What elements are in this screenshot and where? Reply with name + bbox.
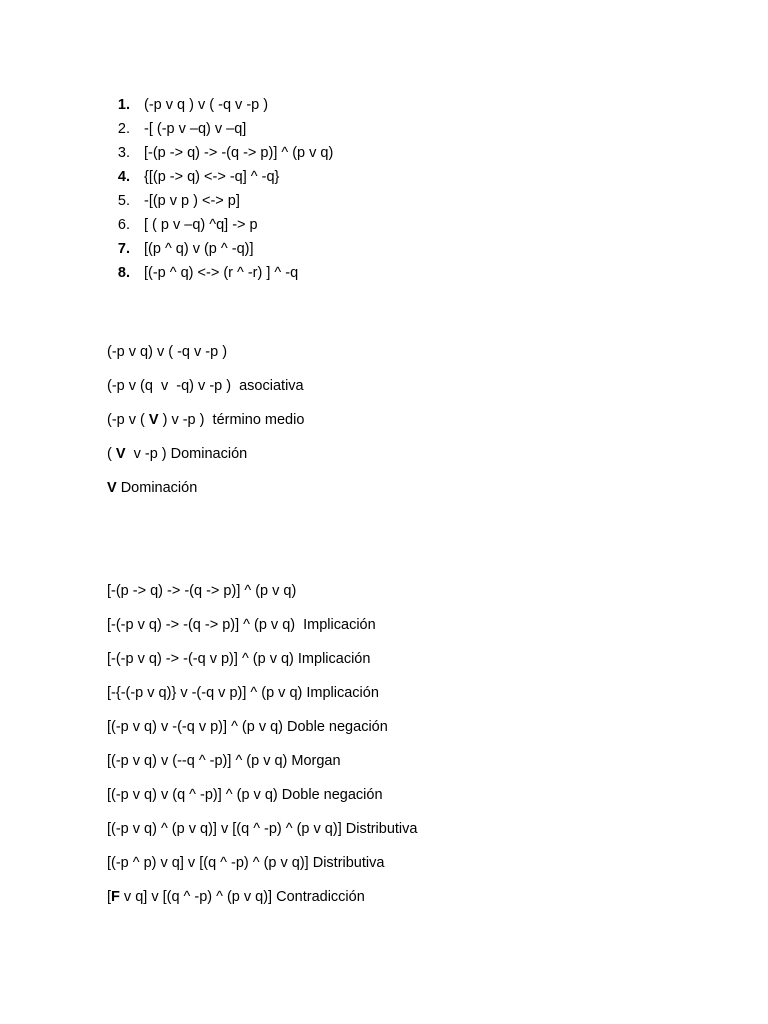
item-text: [-(p -> q) -> -(q -> p)] ^ (p v q): [144, 145, 334, 161]
solution-line: [(-p ^ p) v q] v [(q ^ -p) ^ (p v q)] Distributiva: [107, 855, 385, 871]
solution-line: [107, 478, 304, 512]
line-text: v -p ) Dominación: [125, 446, 248, 462]
item-text: {[(p -> q) <-> -q] ^ -q}: [144, 169, 280, 185]
list-item: [106, 189, 333, 213]
item-text: [ ( p v –q) ^q] -> p: [144, 217, 258, 233]
item-number: 7.: [117, 241, 130, 257]
item-number: 4.: [117, 169, 130, 185]
truth-value: V: [115, 446, 126, 462]
solution-line: (-p v q) v ( -q v -p ): [107, 344, 228, 360]
solution-exercise-3: [107, 581, 417, 921]
item-text: -[(p v p ) <-> p]: [144, 193, 240, 209]
item-number: 5.: [117, 193, 130, 209]
line-text: (-p v (: [107, 412, 149, 428]
line-text: Dominación: [116, 480, 198, 496]
solution-line: [-(-p v q) -> -(-q v p)] ^ (p v q) Implicación: [107, 651, 371, 667]
truth-value: V: [148, 412, 159, 428]
line-text: ) v -p ) término medio: [158, 412, 305, 428]
line-text: v q] v [(q ^ -p) ^ (p v q)] Contradicción: [119, 889, 365, 905]
list-item: [106, 141, 333, 165]
list-item: [106, 213, 333, 237]
line-text: (: [107, 446, 116, 462]
solution-exercise-1: [107, 342, 304, 512]
solution-line: [(-p v q) ^ (p v q)] v [(q ^ -p) ^ (p v q)] Distributiva: [107, 821, 418, 837]
item-number: 3.: [117, 145, 130, 161]
solution-line: [(-p v q) v (q ^ -p)] ^ (p v q) Doble negación: [107, 787, 383, 803]
solution-line: [-(p -> q) -> -(q -> p)] ^ (p v q): [107, 583, 297, 599]
solution-line: [-{-(-p v q)} v -(-q v p)] ^ (p v q) Implicación: [107, 685, 379, 701]
item-text: [(-p ^ q) <-> (r ^ -r) ] ^ -q: [144, 265, 299, 281]
truth-value: V: [107, 480, 117, 496]
line-text: [: [107, 889, 112, 905]
list-item: [106, 165, 333, 189]
item-number: 6.: [117, 217, 130, 233]
solution-line: [107, 444, 304, 478]
item-text: -[ (-p v –q) v –q]: [144, 121, 247, 137]
item-text: [(p ^ q) v (p ^ -q)]: [144, 241, 254, 257]
item-text: (-p v q ) v ( -q v -p ): [144, 97, 269, 113]
solution-line: (-p v (q v -q) v -p ) asociativa: [107, 378, 304, 394]
list-item: [106, 117, 333, 141]
solution-line: [(-p v q) v -(-q v p)] ^ (p v q) Doble negación: [107, 719, 388, 735]
item-number: 2.: [117, 121, 130, 137]
solution-line: [-(-p v q) -> -(q -> p)] ^ (p v q) Implicación: [107, 617, 376, 633]
list-item: [106, 237, 333, 261]
item-number: 1.: [117, 97, 130, 113]
truth-value: F: [111, 889, 120, 905]
list-item: [106, 93, 333, 117]
list-item: [106, 261, 333, 285]
item-number: 8.: [117, 265, 130, 281]
solution-line: [107, 410, 304, 444]
exercise-list: [106, 93, 333, 285]
solution-line: [107, 887, 417, 921]
solution-line: [(-p v q) v (--q ^ -p)] ^ (p v q) Morgan: [107, 753, 341, 769]
